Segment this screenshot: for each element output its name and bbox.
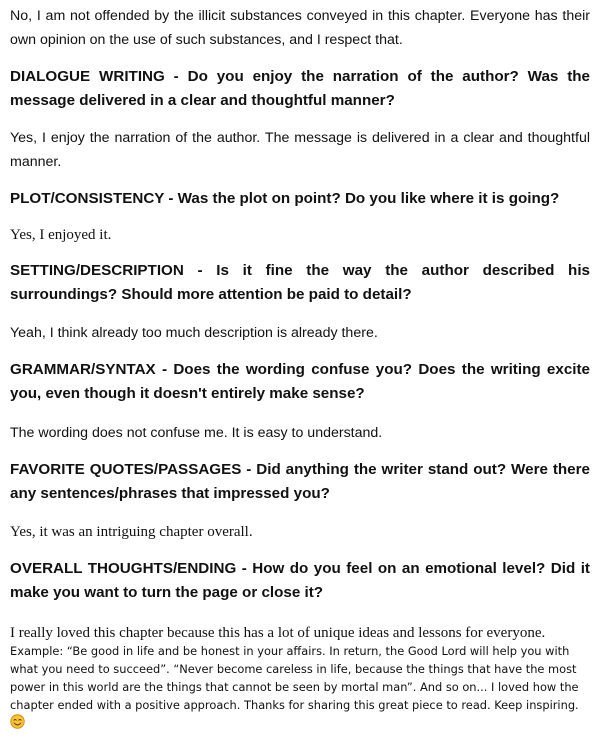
question-dialogue-writing: DIALOGUE WRITING - Do you enjoy the narration of the author? Was the message delivered in a clear and thoughtful manner? bbox=[10, 68, 590, 109]
answer-overall-detail bbox=[10, 642, 590, 732]
question-grammar-syntax: GRAMMAR/SYNTAX - Does the wording confuse you? Does the writing excite you, even though it doesn't entirely make sense? bbox=[10, 361, 590, 402]
question-plot-consistency: PLOT/CONSISTENCY - Was the plot on point? Do you like where it is going? bbox=[10, 190, 560, 207]
question-favorite-quotes: FAVORITE QUOTES/PASSAGES - Did anything the writer stand out? Were there any sentences/phrases that impressed you? bbox=[10, 461, 590, 502]
answer-favorite-quotes: Yes, it was an intriguing chapter overall. bbox=[10, 524, 253, 540]
answer-offensive: No, I am not offended by the illicit substances conveyed in this chapter. Everyone has their own opinion on the use of such substances, and I respect that. bbox=[10, 8, 590, 48]
question-overall-thoughts: OVERALL THOUGHTS/ENDING - How do you feel on an emotional level? Did it make you want to turn the page or close it? bbox=[10, 560, 590, 601]
answer-setting-description: Yeah, I think already too much description is already there. bbox=[10, 325, 378, 341]
answer-overall-detail-text: Example: “Be good in life and be honest in your affairs. In return, the Good Lord will help you with what you need to succeed”. “Never become careless in life, because the things that have the most power in this world are the things that cannot be seen by mortal man”. And so on... I loved how the chapter ended with a positive approach. Thanks for sharing this great piece to read. Keep inspiring. bbox=[10, 644, 579, 712]
answer-dialogue-writing: Yes, I enjoy the narration of the author. The message is delivered in a clear and thoughtful manner. bbox=[10, 130, 590, 170]
question-setting-description: SETTING/DESCRIPTION - Is it fine the way the author described his surroundings? Should more attention be paid to detail? bbox=[10, 262, 590, 303]
answer-overall-intro: I really loved this chapter because this has a lot of unique ideas and lessons for everyone. bbox=[10, 625, 546, 641]
answer-plot-consistency: Yes, I enjoyed it. bbox=[10, 227, 112, 243]
smiling-face-icon bbox=[10, 714, 25, 729]
answer-grammar-syntax: The wording does not confuse me. It is easy to understand. bbox=[10, 425, 383, 441]
